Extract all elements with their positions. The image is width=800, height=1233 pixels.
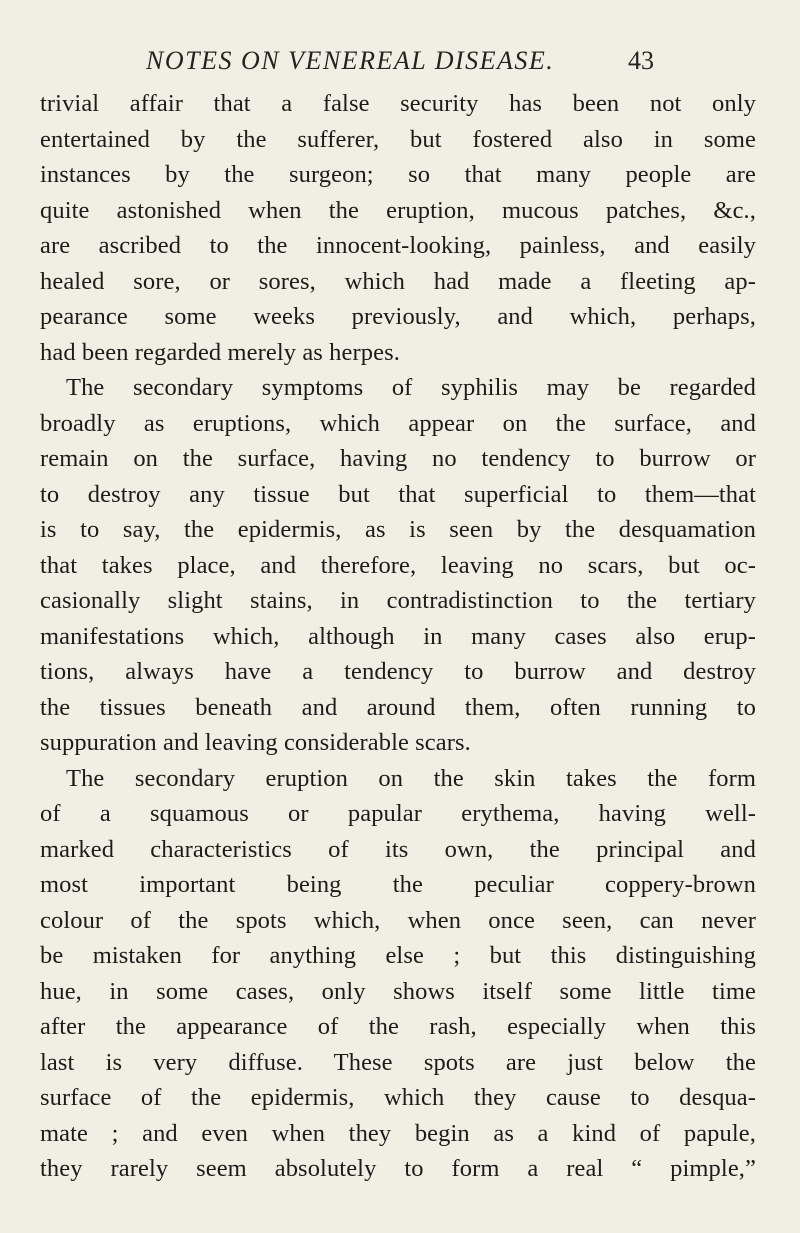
text-line: colour of the spots which, when once seen, can never (40, 906, 756, 934)
running-head-title: NOTES ON VENEREAL DISEASE. (146, 46, 555, 75)
text-line: remain on the surface, having no tendency to burrow or (40, 445, 756, 472)
text-line: after the appearance of the rash, especially when this (40, 1013, 756, 1040)
page-number: 43 (628, 46, 654, 75)
text-line: suppuration and leaving considerable scars. (40, 729, 471, 756)
text-line: hue, in some cases, only shows itself some little time (40, 977, 756, 1005)
text-line: The secondary symptoms of syphilis may be regarded (66, 374, 756, 401)
text-line: had been regarded merely as herpes. (40, 338, 400, 366)
text-line: broadly as eruptions, which appear on the surface, and (40, 409, 756, 437)
text-line: most important being the peculiar coppery-brown (40, 871, 756, 898)
body-text (40, 86, 756, 1187)
text-line: The secondary eruption on the skin takes the form (66, 764, 756, 792)
text-line: tions, always have a tendency to burrow and destroy (40, 658, 756, 685)
text-line: healed sore, or sores, which had made a fleeting ap- (40, 267, 756, 295)
text-line: of a squamous or papular erythema, having well- (40, 800, 756, 827)
text-line: they rarely seem absolutely to form a real “ pimple,” (40, 1155, 756, 1182)
text-line: pearance some weeks previously, and which, perhaps, (40, 303, 756, 330)
text-line: to destroy any tissue but that superficial to them—that (40, 480, 756, 508)
text-line: casionally slight stains, in contradistinction to the tertiary (40, 587, 756, 614)
text-line: that takes place, and therefore, leaving no scars, but oc- (40, 551, 756, 579)
text-line: the tissues beneath and around them, often running to (40, 693, 756, 721)
text-line: manifestations which, although in many cases also erup- (40, 622, 756, 650)
text-line: mate ; and even when they begin as a kind of papule, (40, 1119, 756, 1147)
text-line: trivial affair that a false security has been not only (40, 90, 756, 117)
text-line: surface of the epidermis, which they cause to desqua- (40, 1084, 756, 1111)
text-line: instances by the surgeon; so that many people are (40, 161, 756, 188)
text-line: last is very diffuse. These spots are just below the (40, 1048, 756, 1076)
text-line: be mistaken for anything else ; but this distinguishing (40, 942, 756, 969)
text-line: are ascribed to the innocent-looking, painless, and easily (40, 232, 756, 259)
text-line: is to say, the epidermis, as is seen by the desquamation (40, 516, 756, 543)
text-line: marked characteristics of its own, the principal and (40, 835, 756, 863)
text-line: quite astonished when the eruption, mucous patches, &c., (40, 196, 756, 224)
text-line: entertained by the sufferer, but fostered also in some (40, 125, 756, 153)
